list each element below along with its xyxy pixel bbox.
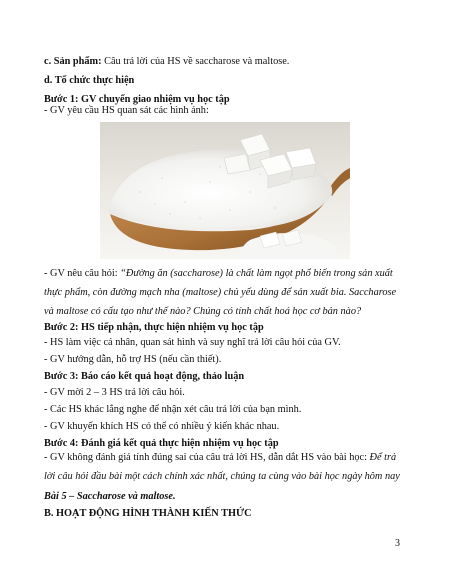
step2-item-1: - HS làm việc cá nhân, quan sát hình và suy nghĩ trả lời câu hỏi của GV. xyxy=(44,337,341,348)
page-number: 3 xyxy=(395,538,400,549)
organize-heading: d. Tổ chức thực hiện xyxy=(44,75,135,86)
step2-heading: Bước 2: HS tiếp nhận, thực hiện nhiệm vụ học tập xyxy=(44,322,264,333)
question-paragraph: - GV nêu câu hỏi: “Đường ăn (saccharose) là chất làm ngọt phổ biến trong sản xuất thực phẩm, còn đường mạch nha (maltose) chủ yếu dùng để sản xuất bia. Saccharose và maltose có cấu tạo như thế nào? Chúng có tính chất hoá học cơ bản nào? xyxy=(44,268,397,317)
step4-italic: Để trả lời câu hỏi đầu bài một cách chính xác nhất, chúng ta cùng vào bài học ngày hôm nay xyxy=(44,452,400,482)
step4-heading: Bước 4: Đánh giá kết quả thực hiện nhiệm vụ học tập xyxy=(44,438,279,449)
step3-item-3: - GV khuyến khích HS có thể có nhiều ý kiến khác nhau. xyxy=(44,421,280,432)
question-text: “Đường ăn (saccharose) là chất làm ngọt phổ biến trong sản xuất thực phẩm, còn đường mạch nha (maltose) chủ yếu dùng để sản xuất bia. Saccharose và maltose có cấu tạo như thế nào? Chúng có tính chất hoá học cơ bản nào? xyxy=(44,268,397,317)
product-line xyxy=(44,55,406,68)
lesson-title: Bài 5 – Saccharose và maltose. xyxy=(44,491,176,502)
step1-heading: Bước 1: GV chuyển giao nhiệm vụ học tập xyxy=(44,94,230,105)
step1-item: - GV yêu cầu HS quan sát các hình ảnh: xyxy=(44,105,209,116)
step3-item-2: - Các HS khác lắng nghe để nhận xét câu trả lời của bạn mình. xyxy=(44,404,302,415)
sugar-spoon-image xyxy=(100,122,350,259)
step3-item-1: - GV mời 2 – 3 HS trả lời câu hỏi. xyxy=(44,387,185,398)
step2-item-2: - GV hướng dẫn, hỗ trợ HS (nếu cần thiết). xyxy=(44,354,222,365)
product-text: Câu trả lời của HS về saccharose và maltose. xyxy=(101,56,290,67)
step3-heading: Bước 3: Báo cáo kết quả hoạt động, thảo luận xyxy=(44,371,245,382)
sugar-photo xyxy=(100,122,350,259)
step4-paragraph: - GV không đánh giá tính đúng sai của câu trả lời HS, dẫn dắt HS vào bài học: Để trả lời câu hỏi đầu bài một cách chính xác nhất, chúng ta cùng vào bài học ngày hôm nay xyxy=(44,452,400,482)
product-label: c. Sản phẩm: xyxy=(44,56,102,67)
section-b-heading: B. HOẠT ĐỘNG HÌNH THÀNH KIẾN THỨC xyxy=(44,508,252,519)
